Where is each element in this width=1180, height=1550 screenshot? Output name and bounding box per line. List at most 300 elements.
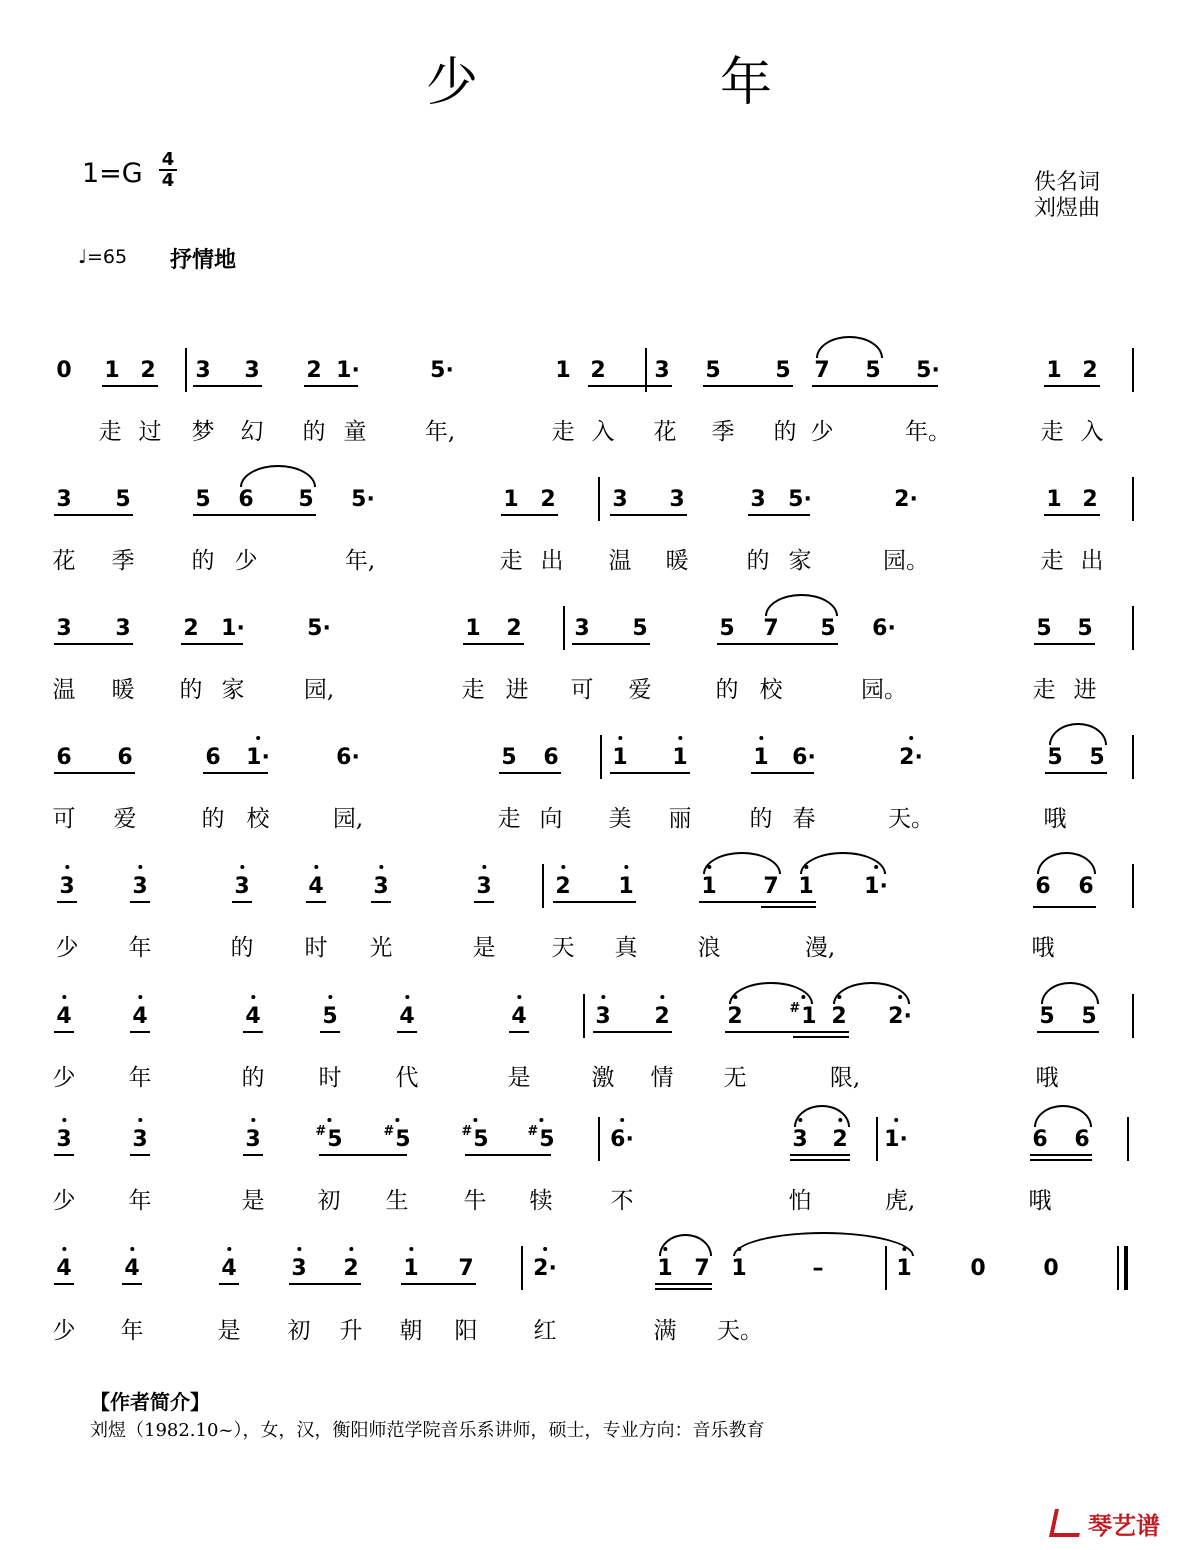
lyric-syllable: 可 — [570, 677, 594, 703]
music-row-6 — [0, 1001, 1180, 1064]
lyric-syllable: 牛 — [463, 1188, 487, 1214]
note: 5 — [705, 358, 721, 383]
note: 1· — [336, 358, 360, 383]
lyric-syllable: 年 — [128, 935, 152, 961]
note: 0 — [56, 358, 72, 383]
lyric-row-4 — [0, 800, 1180, 832]
note: 1 — [104, 358, 120, 383]
beam-underline — [54, 772, 135, 774]
note: 2 — [1082, 487, 1098, 512]
note: 4 — [132, 1004, 147, 1029]
logo-text: 琴艺谱 — [1088, 1512, 1160, 1540]
bar-line — [542, 864, 544, 908]
lyric-row-6 — [0, 1059, 1180, 1091]
bar-line — [1132, 477, 1134, 521]
meter-bottom: 4 — [161, 170, 175, 191]
lyric-syllable: 梦 — [191, 419, 215, 445]
music-row-8 — [0, 1256, 1180, 1316]
bar-line — [185, 348, 187, 392]
music-row-1 — [0, 358, 1180, 418]
note: 5 — [195, 487, 211, 512]
beam-underline — [54, 1283, 74, 1285]
lyric-syllable: 园。 — [861, 677, 907, 703]
note: 6 — [1032, 1127, 1048, 1152]
lyric-syllable: 阳 — [454, 1318, 478, 1344]
lyric-syllable: 哦 — [1028, 1188, 1052, 1214]
note: 2 — [540, 487, 556, 512]
author-intro-body: 刘煜（1982.10~），女，汉，衡阳师范学院音乐系讲师，硕士，专业方向：音乐教育 — [90, 1420, 765, 1441]
octave-dot — [624, 865, 628, 869]
beam-underline — [793, 1036, 849, 1038]
lyric-syllable: 美 — [608, 806, 632, 832]
beam-underline — [699, 901, 816, 903]
note: 1 — [701, 874, 716, 899]
lyric-syllable: 走 — [1040, 548, 1064, 574]
music-row-2 — [0, 487, 1180, 547]
music-row-5 — [0, 874, 1180, 934]
beam-underline — [203, 772, 268, 774]
note: 3 — [612, 487, 628, 512]
note: 3 — [244, 358, 260, 383]
lyric-syllable: 是 — [507, 1065, 531, 1091]
note: 3 — [595, 1004, 610, 1029]
bar-line — [598, 477, 600, 521]
note: 2 — [306, 358, 322, 383]
beam-underline — [588, 385, 672, 387]
lyric-syllable: 少 — [52, 1318, 76, 1344]
note: 3 — [373, 874, 388, 899]
note: 1· — [864, 874, 888, 899]
lyric-syllable: 真 — [614, 935, 638, 961]
slur — [800, 852, 886, 874]
note: 5 — [719, 616, 735, 641]
beam-underline — [610, 514, 687, 516]
note: 5 — [865, 358, 881, 383]
note: #5 — [315, 1127, 342, 1152]
beam-underline — [319, 1154, 407, 1156]
beam-underline — [501, 514, 558, 516]
lyric-syllable: 走 — [551, 419, 575, 445]
octave-dot — [65, 865, 69, 869]
note: 1 — [612, 745, 627, 770]
lyric-syllable: 是 — [241, 1188, 265, 1214]
beam-underline — [655, 1288, 712, 1290]
beam-underline — [219, 1283, 239, 1285]
lyric-syllable: 天。 — [717, 1318, 763, 1344]
lyric-syllable: 进 — [505, 677, 529, 703]
note: 2 — [183, 616, 199, 641]
octave-dot — [517, 995, 521, 999]
beam-underline — [243, 1154, 263, 1156]
beam-underline — [1037, 1031, 1099, 1033]
octave-dot — [543, 1247, 547, 1251]
octave-dot — [130, 1247, 134, 1251]
lyric-syllable: 怕 — [788, 1188, 812, 1214]
slur — [765, 594, 838, 616]
octave-dot — [327, 1118, 331, 1122]
note: 5 — [775, 358, 791, 383]
lyric-syllable: 园。 — [883, 548, 929, 574]
bar-line — [1127, 1117, 1129, 1161]
lyric-syllable: 出 — [1080, 548, 1104, 574]
beam-underline — [181, 643, 243, 645]
note: 1 — [657, 1256, 672, 1281]
lyric-syllable: 初 — [317, 1188, 341, 1214]
octave-dot — [473, 1118, 477, 1122]
note: 0 — [1043, 1256, 1059, 1281]
note: 2· — [888, 1004, 912, 1029]
slur — [1034, 1105, 1092, 1127]
lyric-row-1 — [0, 413, 1180, 445]
note: 3 — [56, 616, 72, 641]
octave-dot — [62, 995, 66, 999]
lyric-syllable: 家 — [221, 677, 245, 703]
sharp-icon: # — [315, 1124, 327, 1139]
octave-dot — [138, 1118, 142, 1122]
octave-dot — [328, 995, 332, 999]
note: 2· — [894, 487, 918, 512]
lyric-syllable: 园, — [303, 677, 335, 703]
sharp-icon: # — [461, 1124, 473, 1139]
lyric-syllable: 走 — [497, 806, 521, 832]
lyric-row-3 — [0, 671, 1180, 703]
lyric-syllable: 少 — [55, 935, 79, 961]
author-intro-title: 【作者简介】 — [90, 1390, 210, 1414]
octave-dot — [251, 995, 255, 999]
note: 1 — [896, 1256, 911, 1281]
lyric-syllable: 入 — [1080, 419, 1104, 445]
note: 5 — [1081, 1004, 1097, 1029]
slur — [816, 336, 883, 358]
lyric-syllable: 家 — [788, 548, 812, 574]
octave-dot — [297, 1247, 301, 1251]
beam-underline — [289, 1283, 361, 1285]
beam-underline — [751, 772, 814, 774]
beam-underline — [54, 1154, 74, 1156]
beam-underline — [57, 901, 77, 903]
lyric-syllable: 的 — [773, 419, 797, 445]
lyric-syllable: 无 — [723, 1065, 747, 1091]
bar-line — [876, 1117, 878, 1161]
note: 3 — [56, 487, 72, 512]
lyric-syllable: 校 — [246, 806, 270, 832]
note: 6 — [56, 745, 72, 770]
note: 1 — [1046, 358, 1062, 383]
note: 7 — [763, 874, 779, 899]
composer-credit: 刘煜曲 — [1033, 196, 1100, 221]
octave-dot — [759, 736, 763, 740]
note: 5· — [351, 487, 375, 512]
note: #1 — [789, 1004, 816, 1029]
expression-marking: 抒情地 — [170, 248, 237, 273]
note: 5· — [430, 358, 454, 383]
slur — [1041, 982, 1099, 1004]
note: 6 — [1078, 874, 1094, 899]
slur — [833, 982, 910, 1004]
note: 1 — [403, 1256, 418, 1281]
title-char-1: 少 — [426, 53, 479, 113]
lyric-syllable: 走 — [98, 419, 122, 445]
lyric-syllable: 哦 — [1031, 935, 1055, 961]
note: 1· — [884, 1127, 908, 1152]
bar-line — [598, 1117, 600, 1161]
lyric-syllable: 初 — [287, 1318, 311, 1344]
beam-underline — [463, 643, 524, 645]
lyric-syllable: 生 — [385, 1188, 409, 1214]
lyric-syllable: 虎, — [884, 1188, 916, 1214]
lyric-syllable: 校 — [759, 677, 783, 703]
note: 1 — [1046, 487, 1062, 512]
octave-dot — [482, 865, 486, 869]
sharp-icon: # — [789, 1001, 801, 1016]
note: 5 — [1036, 616, 1052, 641]
beam-underline — [130, 901, 150, 903]
lyric-syllable: 暖 — [111, 677, 135, 703]
note: 5 — [1089, 745, 1105, 770]
bar-line — [1132, 348, 1134, 392]
bar-line — [1132, 606, 1134, 650]
lyric-syllable: 浪 — [697, 935, 721, 961]
lyric-syllable: 是 — [217, 1318, 241, 1344]
octave-dot — [539, 1118, 543, 1122]
note: 5 — [501, 745, 517, 770]
lyric-syllable: 年。 — [905, 419, 951, 445]
lyric-syllable: 年, — [424, 419, 456, 445]
lyric-syllable: 的 — [179, 677, 203, 703]
note: 5 — [1039, 1004, 1055, 1029]
note: 5· — [916, 358, 940, 383]
note: 2 — [831, 1004, 846, 1029]
lyric-syllable: 园, — [332, 806, 364, 832]
lyric-syllable: 哦 — [1043, 806, 1067, 832]
lyric-syllable: 的 — [749, 806, 773, 832]
lyric-syllable: 爱 — [113, 806, 137, 832]
note: 4 — [308, 874, 323, 899]
lyric-syllable: 情 — [650, 1065, 674, 1091]
beam-underline — [1045, 772, 1107, 774]
note: 3 — [669, 487, 685, 512]
note: 3 — [574, 616, 590, 641]
note: 3 — [195, 358, 211, 383]
lyric-syllable: 年 — [128, 1188, 152, 1214]
note: 5 — [1077, 616, 1093, 641]
music-row-4 — [0, 745, 1180, 805]
beam-underline — [122, 1283, 142, 1285]
note: 2· — [533, 1256, 557, 1281]
lyric-syllable: 幻 — [240, 419, 264, 445]
note: 2 — [832, 1127, 847, 1152]
lyric-syllable: 的 — [241, 1065, 265, 1091]
slur — [729, 982, 813, 1004]
lyric-syllable: 时 — [318, 1065, 342, 1091]
slur — [659, 1234, 712, 1256]
beam-underline — [130, 1031, 150, 1033]
lyric-syllable: 季 — [111, 548, 135, 574]
lyric-syllable: 朝 — [399, 1318, 423, 1344]
lyric-row-7 — [0, 1182, 1180, 1214]
note: 3 — [654, 358, 670, 383]
beam-underline — [655, 1283, 712, 1285]
octave-dot — [379, 865, 383, 869]
note: 6 — [205, 745, 221, 770]
site-logo — [1052, 1506, 1160, 1541]
lyric-syllable: 年 — [120, 1318, 144, 1344]
slur — [1049, 723, 1107, 745]
lyric-syllable: 花 — [52, 548, 76, 574]
octave-dot — [601, 995, 605, 999]
note: #5 — [527, 1127, 554, 1152]
meter-top: 4 — [161, 149, 175, 170]
note: 1 — [731, 1256, 746, 1281]
lyric-syllable: 哦 — [1035, 1065, 1059, 1091]
note: 5 — [1047, 745, 1063, 770]
final-bar-line — [1124, 1246, 1128, 1290]
beam-underline — [304, 385, 358, 387]
note: 2 — [555, 874, 570, 899]
note: 1 — [465, 616, 481, 641]
lyric-syllable: 走 — [1040, 419, 1064, 445]
beam-underline — [465, 1154, 551, 1156]
beam-underline — [54, 643, 133, 645]
octave-dot — [62, 1118, 66, 1122]
beam-underline — [474, 901, 494, 903]
beam-underline — [320, 1031, 340, 1033]
note: 5· — [788, 487, 812, 512]
note: 2 — [140, 358, 156, 383]
octave-dot — [62, 1247, 66, 1251]
beam-underline — [1034, 643, 1095, 645]
note: 2 — [343, 1256, 358, 1281]
tempo-marking: ♩=65 — [78, 246, 128, 268]
lyric-syllable: 天。 — [888, 806, 934, 832]
octave-dot — [678, 736, 682, 740]
beam-underline — [703, 385, 793, 387]
note: 4 — [221, 1256, 236, 1281]
note: 7 — [458, 1256, 474, 1281]
lyric-syllable: 温 — [52, 677, 76, 703]
note: 3 — [476, 874, 491, 899]
note: 2 — [727, 1004, 742, 1029]
note: 6· — [336, 745, 360, 770]
lyric-syllable: 时 — [304, 935, 328, 961]
beam-underline — [243, 1031, 263, 1033]
beam-underline — [232, 901, 252, 903]
note: 3 — [291, 1256, 306, 1281]
slur — [733, 1232, 914, 1256]
note: 7 — [694, 1256, 710, 1281]
note: 1 — [618, 874, 633, 899]
bar-line — [1132, 994, 1134, 1038]
lyric-syllable: 春 — [792, 806, 816, 832]
note: #5 — [383, 1127, 410, 1152]
lyric-syllable: 红 — [533, 1318, 557, 1344]
note: 6 — [543, 745, 559, 770]
bar-line — [521, 1246, 523, 1290]
music-row-3 — [0, 616, 1180, 676]
octave-dot — [395, 1118, 399, 1122]
note: 1· — [246, 745, 270, 770]
beam-underline — [1044, 514, 1100, 516]
lyric-row-8 — [0, 1312, 1180, 1344]
note: 1 — [555, 358, 571, 383]
note: 5· — [307, 616, 331, 641]
bar-line — [645, 348, 647, 392]
lyric-syllable: 爱 — [628, 677, 652, 703]
lyric-syllable: 走 — [461, 677, 485, 703]
beam-underline — [102, 385, 158, 387]
beam-underline — [790, 1154, 850, 1156]
note: 4 — [124, 1256, 139, 1281]
lyric-syllable: 天 — [551, 935, 575, 961]
lyric-syllable: 暖 — [665, 548, 689, 574]
lyric-syllable: 满 — [653, 1318, 677, 1344]
note: 3 — [56, 1127, 71, 1152]
beam-underline — [790, 1159, 850, 1161]
octave-dot — [660, 995, 664, 999]
lyric-syllable: 的 — [302, 419, 326, 445]
lyric-syllable: 出 — [540, 548, 564, 574]
note: 4 — [56, 1256, 71, 1281]
beam-underline — [306, 901, 326, 903]
bar-line — [583, 994, 585, 1038]
bar-line — [600, 735, 602, 779]
octave-dot — [618, 736, 622, 740]
beam-underline — [54, 514, 133, 516]
lyric-syllable: 过 — [138, 419, 162, 445]
beam-underline — [193, 514, 316, 516]
lyric-syllable: 的 — [201, 806, 225, 832]
beam-underline — [572, 643, 650, 645]
note: 6 — [117, 745, 133, 770]
octave-dot — [240, 865, 244, 869]
lyric-syllable: 的 — [746, 548, 770, 574]
octave-dot — [620, 1118, 624, 1122]
note: 2· — [899, 745, 923, 770]
octave-dot — [561, 865, 565, 869]
note: 3 — [132, 874, 147, 899]
beam-underline — [509, 1031, 529, 1033]
note: 3 — [59, 874, 74, 899]
lyric-syllable: 是 — [472, 935, 496, 961]
beam-underline — [610, 772, 690, 774]
note: 4 — [56, 1004, 71, 1029]
lyric-syllable: 升 — [339, 1318, 363, 1344]
lyric-syllable: 不 — [610, 1188, 634, 1214]
lyric-syllable: 少 — [52, 1065, 76, 1091]
lyric-syllable: 入 — [591, 419, 615, 445]
octave-dot — [894, 1118, 898, 1122]
octave-dot — [227, 1247, 231, 1251]
lyric-syllable: 的 — [715, 677, 739, 703]
lyric-row-2 — [0, 542, 1180, 574]
lyric-syllable: 花 — [653, 419, 677, 445]
lyric-syllable: 漫, — [804, 935, 836, 961]
slur — [703, 852, 781, 874]
lyric-row-5 — [0, 929, 1180, 961]
lyric-syllable: 犊 — [529, 1188, 553, 1214]
note: 7 — [814, 358, 830, 383]
beam-underline — [593, 1031, 672, 1033]
note: 6 — [238, 487, 254, 512]
beam-underline — [499, 772, 561, 774]
note: 3 — [750, 487, 766, 512]
octave-dot — [251, 1118, 255, 1122]
note: 4 — [511, 1004, 526, 1029]
lyric-syllable: 少 — [810, 419, 834, 445]
note: 1 — [798, 874, 813, 899]
lyric-syllable: 少 — [234, 548, 258, 574]
bar-line — [1132, 864, 1134, 908]
